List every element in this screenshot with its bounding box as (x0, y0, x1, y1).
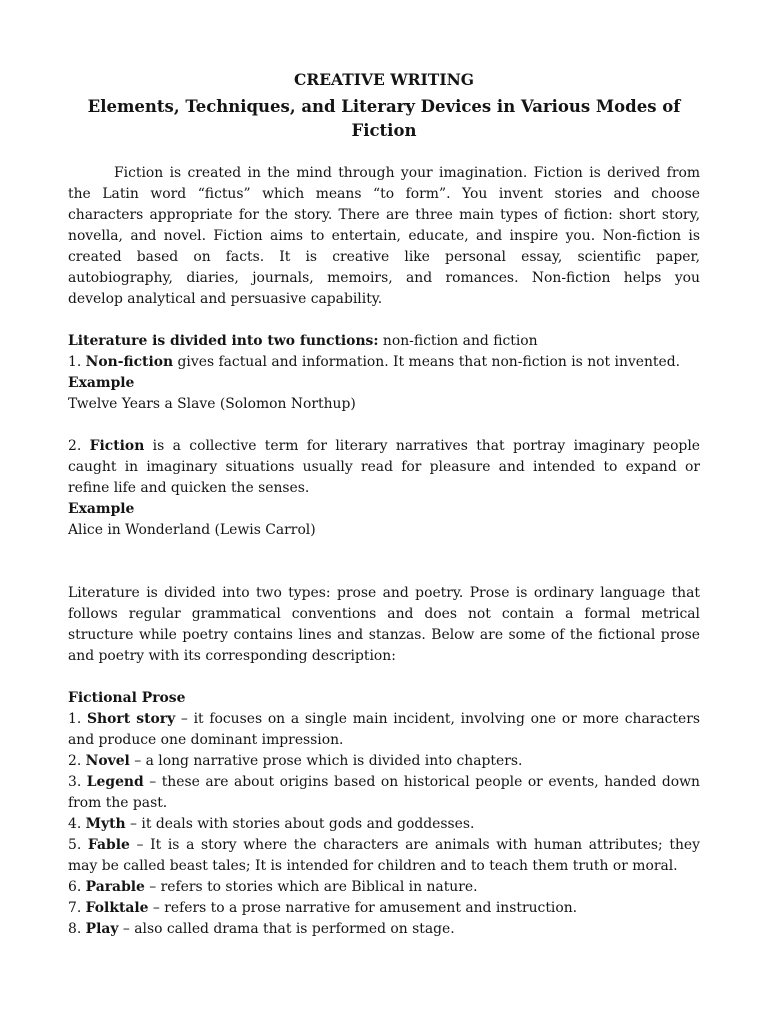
item-number: 1. (68, 354, 86, 370)
functions-heading-bold: Literature is divided into two functions: (68, 333, 379, 349)
item-description: gives factual and information. It means that non-fiction is not invented. (173, 354, 681, 370)
item-description: – a long narrative prose which is divided into chapters. (129, 753, 523, 769)
intro-line: the Latin word “fictus” which means “to form”. You invent stories and choose (68, 186, 700, 202)
item-number: 2. (68, 753, 86, 769)
item-term: Fiction (89, 438, 145, 454)
example-label-text: Example (68, 375, 135, 391)
functions-heading-rest: non-fiction and fiction (378, 333, 538, 349)
intro-line: novella, and novel. Fiction aims to entertain, educate, and inspire you. Non-fiction is (68, 228, 700, 244)
prose-item-fable (68, 835, 700, 856)
example-label-text: Example (68, 501, 135, 517)
types-line: follows regular grammatical conventions and does not contain a formal metrical (68, 606, 700, 622)
prose-item-myth (68, 814, 700, 835)
functions-heading (68, 331, 700, 352)
document-subtitle-line-1: Elements, Techniques, and Literary Devices in Various Modes of (87, 97, 681, 116)
intro-line: autobiography, diaries, journals, memoirs, and romances. Non-fiction helps you (68, 270, 700, 286)
prose-item-parable (68, 877, 700, 898)
intro-line: created based on facts. It is creative like personal essay, scientific paper, (68, 249, 700, 265)
item-description: is a collective term for literary narratives that portray imaginary people (144, 438, 700, 454)
document-subtitle-line-2: Fiction (351, 121, 417, 140)
item-term: Legend (86, 774, 144, 790)
item-description: – it deals with stories about gods and goddesses. (125, 816, 475, 832)
item-number: 1. (68, 711, 87, 727)
item-number: 8. (68, 921, 86, 937)
function-item-fiction-cont: refine life and quicken the senses. (68, 480, 310, 496)
item-term: Non-fiction (85, 354, 174, 370)
item-term: Folktale (85, 900, 149, 916)
function-item-non-fiction (68, 352, 700, 373)
intro-line: Fiction is created in the mind through your imagination. Fiction is derived from (114, 165, 700, 181)
prose-item-novel (68, 751, 700, 772)
item-term: Parable (85, 879, 145, 895)
item-number: 6. (68, 879, 86, 895)
prose-item-folktale (68, 898, 700, 919)
example-label (68, 373, 700, 394)
item-term: Myth (85, 816, 126, 832)
item-description: – refers to a prose narrative for amusement and instruction. (148, 900, 578, 916)
item-number: 2. (68, 438, 90, 454)
item-term: Novel (85, 753, 130, 769)
item-number: 4. (68, 816, 86, 832)
prose-item-legend (68, 772, 700, 793)
example-text: Twelve Years a Slave (Solomon Northup) (68, 396, 356, 412)
item-number: 5. (68, 837, 88, 853)
item-description: – also called drama that is performed on stage. (118, 921, 455, 937)
prose-item-short-story (68, 709, 700, 730)
example-label (68, 499, 700, 520)
example-text: Alice in Wonderland (Lewis Carrol) (68, 522, 316, 538)
prose-item-cont: from the past. (68, 795, 168, 811)
intro-line: characters appropriate for the story. There are three main types of fiction: short story, (68, 207, 700, 223)
item-number: 3. (68, 774, 87, 790)
types-line: Literature is divided into two types: prose and poetry. Prose is ordinary language that (68, 585, 700, 601)
item-description: – refers to stories which are Biblical in nature. (144, 879, 478, 895)
prose-item-cont: and produce one dominant impression. (68, 732, 344, 748)
document-title: CREATIVE WRITING (294, 70, 474, 89)
prose-item-play (68, 919, 700, 940)
types-line: structure while poetry contains lines and stanzas. Below are some of the fictional prose (68, 627, 700, 643)
fictional-prose-heading (68, 688, 700, 709)
item-number: 7. (68, 900, 86, 916)
intro-line: develop analytical and persuasive capability. (68, 291, 383, 307)
item-description: – these are about origins based on historical people or events, handed down (143, 774, 700, 790)
types-line: and poetry with its corresponding description: (68, 648, 396, 664)
item-term: Play (85, 921, 119, 937)
prose-item-cont: may be called beast tales; It is intended for children and to teach them truth or moral. (68, 858, 678, 874)
item-term: Fable (87, 837, 130, 853)
item-term: Short story (87, 711, 176, 727)
item-description: – It is a story where the characters are animals with human attributes; they (129, 837, 700, 853)
item-description: – it focuses on a single main incident, involving one or more characters (175, 711, 700, 727)
fictional-prose-heading-text: Fictional Prose (68, 690, 186, 706)
function-item-fiction-cont: caught in imaginary situations usually read for pleasure and intended to expand or (68, 459, 700, 475)
function-item-fiction (68, 436, 700, 457)
